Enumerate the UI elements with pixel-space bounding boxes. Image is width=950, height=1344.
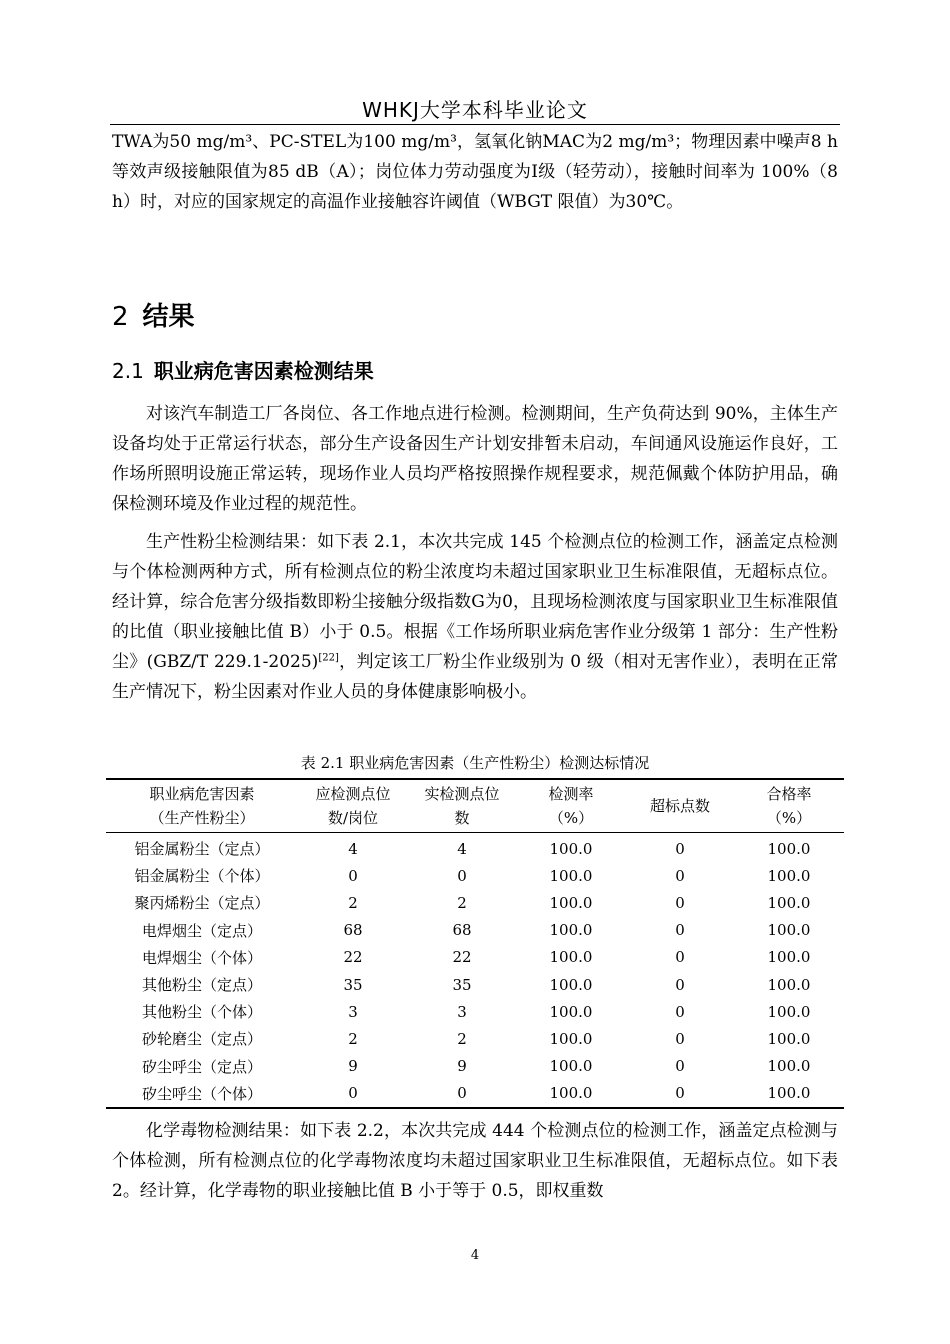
cell-pass-rate: 100.0 [767,866,811,885]
section-number: 2 [112,302,129,332]
cell-factor: 电焊烟尘（定点） [141,921,262,940]
cell-actual: 9 [457,1057,467,1076]
cell-actual: 0 [457,1084,467,1103]
cell-exceed: 0 [675,1029,685,1048]
cell-actual: 2 [457,893,467,912]
cell-pass-rate: 100.0 [767,839,811,858]
cell-detection-rate: 100.0 [549,975,593,994]
cell-required: 35 [343,975,363,994]
intro-paragraph: TWA为50 mg/m³、PC-STEL为100 mg/m³，氢氧化钠MAC为2 mg/m³；物理因素中噪声8 h等效声级接触限值为85 dB（A）；岗位体力劳动强度为I级（轻劳动），接触时间率为 100%（8 h）时，对应的国家规定的高温作业接触容许阈值（WBGT 限值）为30℃。 [112,132,838,212]
cell-detection-rate: 100.0 [549,1057,593,1076]
cell-exceed: 0 [675,921,685,940]
cell-pass-rate: 100.0 [767,1029,811,1048]
paragraph-chemical-results: 化学毒物检测结果：如下表 2.2，本次共完成 444 个检测点位的检测工作，涵盖定点检测与个体检测，所有检测点位的化学毒物浓度均未超过国家职业卫生标准限值，无超标点位。如下表 2。经计算，化学毒物的职业接触比值 B 小于等于 0.5，即权重数 [112,1121,838,1201]
header-rule [110,124,840,125]
table-row [106,862,844,889]
cell-actual: 2 [457,1029,467,1048]
cell-detection-rate: 100.0 [549,1084,593,1103]
section-title: 结果 [142,302,195,332]
cell-exceed: 0 [675,948,685,967]
cell-factor: 矽尘呼尘（个体） [141,1084,262,1103]
cell-required: 3 [348,1002,358,1021]
cell-detection-rate: 100.0 [549,839,593,858]
section-heading [112,296,195,333]
cell-factor: 砂轮磨尘（定点） [141,1030,262,1049]
cell-factor: 聚丙烯粉尘（定点） [134,894,270,913]
cell-pass-rate: 100.0 [767,1002,811,1021]
citation-reference: [22] [318,652,339,664]
cell-exceed: 0 [675,866,685,885]
paragraph-dust-text-continued: ，判定该工厂粉尘作业级别为 0 级（相对无害作业），表明在正常生产情况下，粉尘因素对作业人员的身体健康影响极小。 [112,652,839,702]
cell-pass-rate: 100.0 [767,1084,811,1103]
cell-exceed: 0 [675,975,685,994]
cell-required: 2 [348,893,358,912]
cell-exceed: 0 [675,1057,685,1076]
cell-actual: 3 [457,1002,467,1021]
table-row [106,1080,844,1108]
cell-required: 68 [343,921,363,940]
cell-actual: 35 [452,975,472,994]
cell-pass-rate: 100.0 [767,948,811,967]
running-header-title: WHKJ大学本科毕业论文 [362,98,588,122]
paragraph-dust-results [112,527,838,707]
subsection-number: 2.1 [112,359,144,383]
cell-required: 4 [348,839,358,858]
header-factor: 职业病危害因素 （生产性粉尘） [149,785,255,827]
table-row [106,833,844,863]
cell-exceed: 0 [675,1002,685,1021]
cell-exceed: 0 [675,893,685,912]
table-row [106,917,844,944]
paragraph-inspection-conditions: 对该汽车制造工厂各岗位、各工作地点进行检测。检测期间，生产负荷达到 90%，主体生产设备均处于正常运行状态，部分生产设备因生产计划安排暂未启动，车间通风设施运作良好，工作场所照明设施正常运转，现场作业人员均严格按照操作规程要求，规范佩戴个体防护用品，确保检测环境及作业过程的规范性。 [112,404,838,514]
cell-exceed: 0 [675,1084,685,1103]
cell-pass-rate: 100.0 [767,921,811,940]
cell-actual: 68 [452,921,472,940]
cell-required: 9 [348,1057,358,1076]
cell-detection-rate: 100.0 [549,866,593,885]
table-row [106,998,844,1025]
cell-actual: 0 [457,866,467,885]
dust-compliance-table [106,778,844,1109]
table-header-row [106,779,844,833]
cell-factor: 铝金属粉尘（个体） [134,867,270,886]
cell-detection-rate: 100.0 [549,948,593,967]
cell-pass-rate: 100.0 [767,893,811,912]
subsection-title: 职业病危害因素检测结果 [153,359,374,383]
cell-required: 22 [343,948,363,967]
cell-factor: 铝金属粉尘（定点） [134,840,270,859]
cell-actual: 22 [452,948,472,967]
table-row [106,971,844,998]
cell-required: 0 [348,866,358,885]
header-exceed-count: 超标点数 [649,797,710,815]
table-row [106,1053,844,1080]
table-row [106,944,844,971]
cell-detection-rate: 100.0 [549,893,593,912]
page-number: 4 [470,1248,480,1263]
header-actual-points: 实检测点位 数 [424,785,500,827]
table-caption: 表 2.1 职业病危害因素（生产性粉尘）检测达标情况 [300,754,650,772]
cell-required: 2 [348,1029,358,1048]
cell-factor: 其他粉尘（个体） [141,1003,262,1022]
table-row [106,1025,844,1052]
header-detection-rate: 检测率 （%） [548,785,594,827]
subsection-heading [112,355,374,384]
cell-detection-rate: 100.0 [549,1002,593,1021]
header-required-points: 应检测点位 数/岗位 [315,785,391,827]
cell-detection-rate: 100.0 [549,1029,593,1048]
cell-factor: 矽尘呼尘（定点） [141,1057,262,1076]
cell-pass-rate: 100.0 [767,1057,811,1076]
cell-factor: 其他粉尘（定点） [141,976,262,995]
cell-factor: 电焊烟尘（个体） [141,948,262,967]
header-pass-rate: 合格率 （%） [766,785,812,827]
cell-actual: 4 [457,839,467,858]
table-row [106,889,844,916]
cell-required: 0 [348,1084,358,1103]
cell-detection-rate: 100.0 [549,921,593,940]
cell-pass-rate: 100.0 [767,975,811,994]
paragraph-dust-text: 生产性粉尘检测结果：如下表 2.1，本次共完成 145 个检测点位的检测工作，涵盖定点检测与个体检测两种方式，所有检测点位的粉尘浓度均未超过国家职业卫生标准限值，无超标点位。经计算，综合危害分级指数即粉尘接触分级指数G为0，且现场检测浓度与国家职业卫生标准限值的比值（职业接触比值 B）小于 0.5。根据《工作场所职业病危害作业分级第 1 部分：生产性粉尘》(GBZ/T 229.1-2025) [112,532,838,672]
cell-exceed: 0 [675,839,685,858]
